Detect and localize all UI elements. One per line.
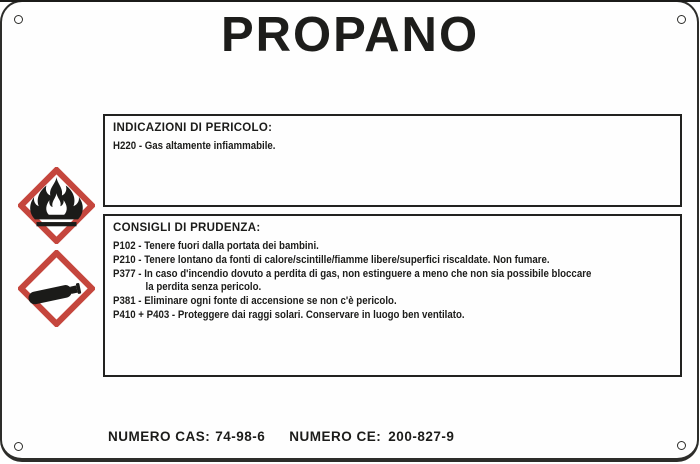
gas-cylinder-icon [18,250,95,327]
flame-base-bar [36,222,76,226]
precaution-statement-continuation: la perdita senza pericolo. [145,281,262,294]
precaution-statements-box [103,214,682,377]
precaution-statement-line: P410 + P403 - Proteggere dai raggi solari. Conservare in luogo ben ventilato. [113,308,465,321]
hazard-box-header: INDICAZIONI DI PERICOLO: [113,122,273,134]
ce-number-label: NUMERO CE: [289,429,382,444]
cas-number-value: 74-98-6 [215,429,266,444]
cas-number-label: NUMERO CAS: [108,429,211,444]
precaution-statement-line: P377 - In caso d'incendio dovuto a perdita di gas, non estinguere a meno che non sia possibile bloccare [113,267,592,280]
footer-numbers [108,429,454,444]
precaution-statement-line: P210 - Tenere lontano da fonti di calore/scintille/fiamme libere/superfici riscaldate. Non fumare. [113,253,550,266]
sign-title: PROPANO [220,8,480,62]
hazard-statements-box [103,114,682,207]
flame-icon [18,167,95,244]
mounting-hole-bottom-left [14,442,23,451]
mounting-hole-bottom-right [677,441,686,450]
precaution-statement-line: P102 - Tenere fuori dalla portata dei bambini. [113,240,319,252]
top-edge-bar [0,0,700,2]
precaution-statement-line: P381 - Eliminare ogni fonte di accensione se non c'è pericolo. [113,295,397,308]
ce-number-value: 200-827-9 [388,429,455,444]
precaution-box-header: CONSIGLI DI PRUDENZA: [113,222,261,234]
hazard-statement-line: H220 - Gas altamente infiammabile. [113,140,276,152]
